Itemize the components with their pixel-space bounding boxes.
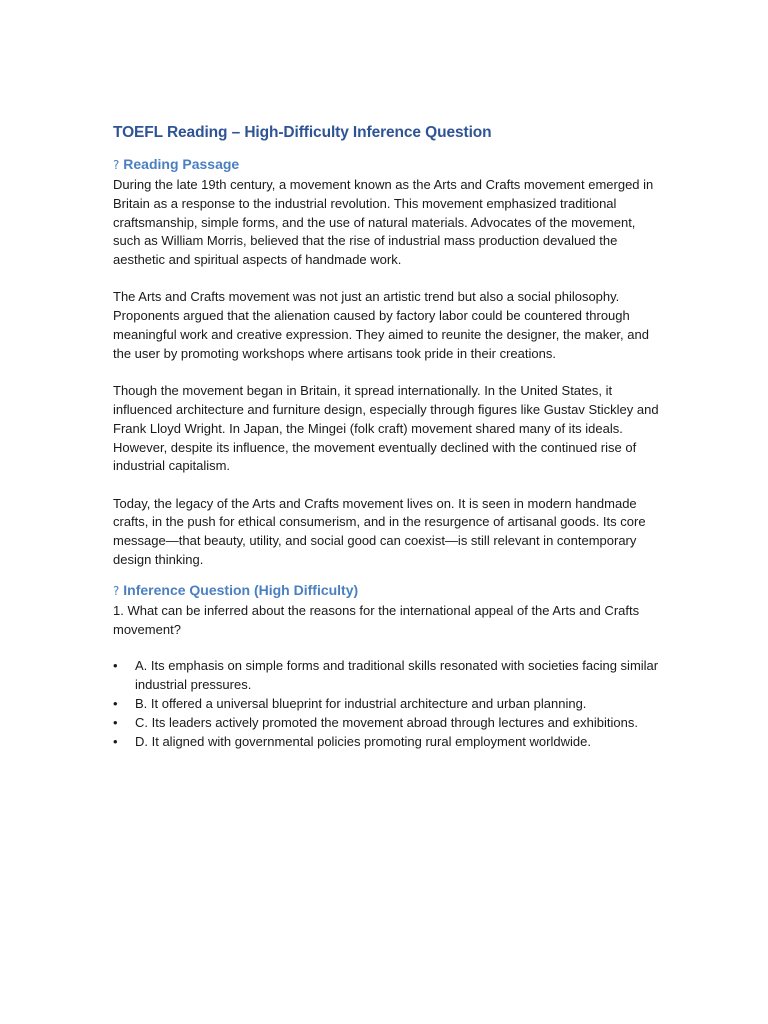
answer-option-c	[113, 714, 661, 733]
bullet-icon: •	[113, 714, 118, 730]
passage-paragraph-2: The Arts and Crafts movement was not just an artistic trend but also a social philosophy. Proponents argued that the alienation caused by factory labor could be countered through meaningful work and creative expression. They aimed to reunite the designer, the maker, and the user by promoting workshops where artisans took pride in their creations.	[113, 289, 649, 361]
question-heading-text: Inference Question (High Difficulty)	[123, 581, 359, 598]
bullet-icon: •	[113, 696, 118, 712]
passage-paragraph-3: Though the movement began in Britain, it spread internationally. In the United States, it influenced architecture and furniture design, especially through figures like Gustav Stickley and Frank Lloyd Wright. In Japan, the Mingei (folk craft) movement shared many of its ideals. However, despite its influence, the movement eventually declined with the continued rise of industrial capitalism.	[113, 383, 659, 474]
question-heading-icon: ?	[113, 583, 120, 598]
answer-options	[113, 657, 661, 751]
answer-option-a	[113, 657, 661, 695]
document-title: TOEFL Reading – High-Difficulty Inference Question	[113, 124, 492, 141]
document-body	[113, 124, 661, 751]
passage-heading-text: Reading Passage	[123, 156, 240, 172]
passage-heading	[113, 156, 661, 172]
passage-paragraph-1: During the late 19th century, a movement known as the Arts and Crafts movement emerged in Britain as a response to the industrial revolution. This movement emphasized traditional craftsmanship, simple forms, and the use of natural materials. Advocates of the movement, such as William Morris, believed that the rise of industrial mass production devalued the aesthetic and spiritual aspects of handmade work.	[113, 177, 654, 268]
passage-paragraph-4: Today, the legacy of the Arts and Crafts movement lives on. It is seen in modern handmade crafts, in the push for ethical consumerism, and in the resurgence of artisanal goods. Its core message—that beauty, utility, and social good can coexist—is still relevant in contemporary design thinking.	[113, 495, 646, 568]
answer-option-d	[113, 733, 661, 752]
bullet-icon: •	[113, 733, 118, 749]
question-heading	[113, 582, 661, 598]
answer-option-text: A. Its emphasis on simple forms and traditional skills resonated with societies facing similar industrial pressures.	[135, 658, 659, 693]
answer-option-b	[113, 695, 661, 714]
answer-option-text: C. Its leaders actively promoted the movement abroad through lectures and exhibitions.	[135, 714, 638, 730]
passage-heading-icon: ?	[113, 158, 120, 172]
answer-option-text: B. It offered a universal blueprint for industrial architecture and urban planning.	[135, 696, 587, 712]
reading-passage	[113, 176, 661, 570]
answer-option-text: D. It aligned with governmental policies promoting rural employment worldwide.	[135, 733, 591, 749]
bullet-icon: •	[113, 658, 118, 674]
question-text: 1. What can be inferred about the reasons for the international appeal of the Arts and Crafts movement?	[113, 602, 640, 637]
